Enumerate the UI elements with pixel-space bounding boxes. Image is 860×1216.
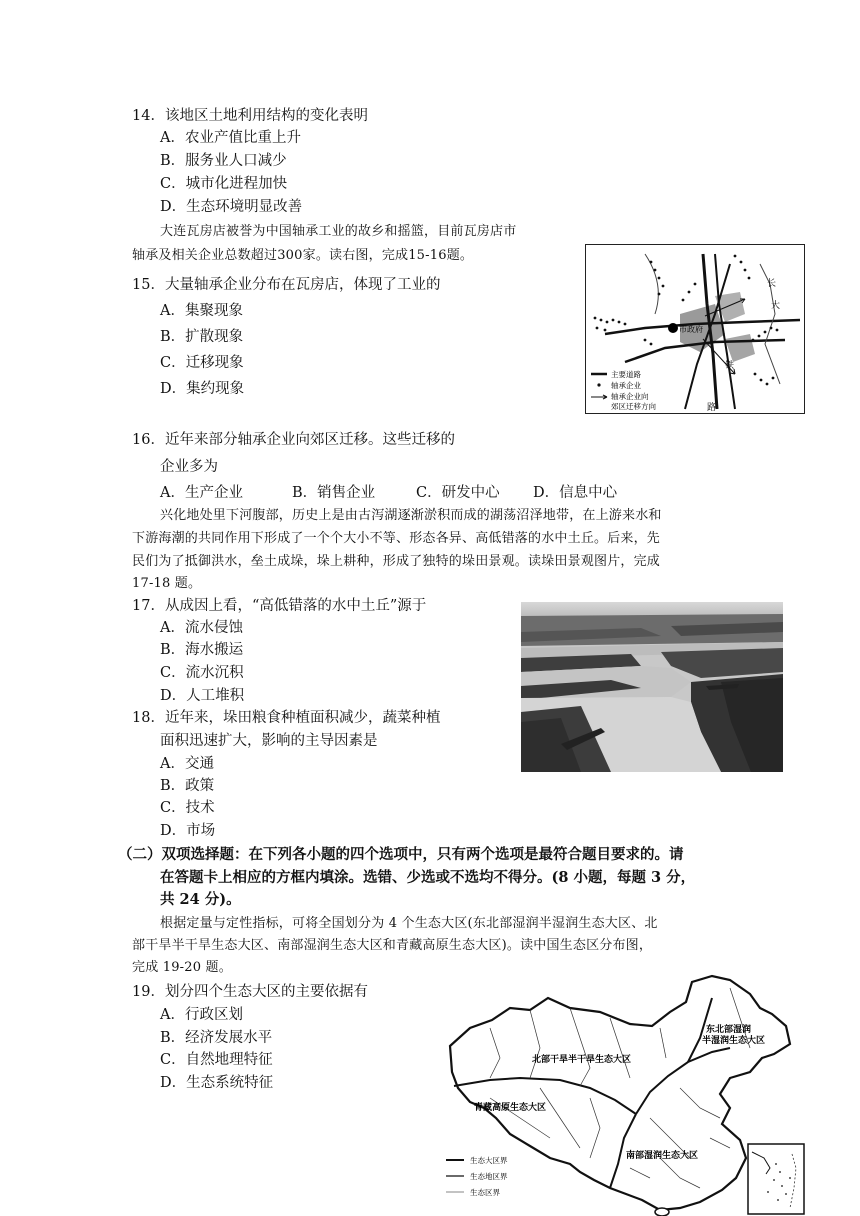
road-char-lu: 路: [707, 403, 717, 413]
q16-option-c: C．研发中心: [416, 485, 500, 501]
passage2-line1: 兴化地处里下河腹部，历史上是由古泻湖逐渐淤积而成的湖荡沼泽地带，在上游来水和: [160, 508, 662, 523]
q14-option-d: D．生态环境明显改善: [160, 199, 303, 215]
passage2-line2: 下游海潮的共同作用下形成了一个个大小不等、形态各异、高低错落的水中土丘。后来，先: [132, 531, 661, 546]
q19-option-b: B．经济发展水平: [160, 1030, 273, 1046]
region-north-arid: 北部干旱半干旱生态大区: [532, 1055, 632, 1065]
q18-option-d: D．市场: [160, 823, 216, 839]
q17-option-d: D．人工堆积: [160, 688, 245, 704]
q17-stem: 17．从成因上看，“高低错落的水中土丘”源于: [132, 598, 427, 614]
region-south-humid: 南部湿润生态大区: [626, 1151, 699, 1161]
china-eco-map: [430, 968, 820, 1216]
legend-main-road: 主要道路: [611, 370, 641, 379]
q19-stem: 19．划分四个生态大区的主要依据有: [132, 984, 368, 1000]
section2-line2: 在答题卡上相应的方框内填涂。选错、少选或不选均不得分。(8 小题，每题 3 分，: [160, 869, 696, 886]
legend-migration-1: 轴承企业向: [611, 392, 649, 401]
passage3-line3: 完成 19-20 题。: [132, 960, 232, 975]
city-hall-label: 市政府: [679, 325, 703, 334]
q15-option-c: C．迁移现象: [160, 355, 244, 371]
q16-stem-line2: 企业多为: [160, 459, 218, 475]
q18-option-b: B．政策: [160, 778, 215, 794]
q14-option-a: A．农业产值比重上升: [160, 130, 301, 146]
passage1-line1: 大连瓦房店被誉为中国轴承工业的故乡和摇篮，目前瓦房店市: [160, 224, 517, 239]
q15-option-b: B．扩散现象: [160, 329, 244, 345]
q14-option-c: C．城市化进程加快: [160, 176, 288, 192]
q18-option-c: C．技术: [160, 800, 215, 816]
q17-option-b: B．海水搬运: [160, 642, 244, 658]
q18-stem-line2: 面积迅速扩大，影响的主导因素是: [160, 733, 378, 749]
section2-line1: （二）双项选择题：在下列各小题的四个选项中，只有两个选项是最符合题目要求的。请: [118, 846, 684, 863]
q16-option-d: D．信息中心: [533, 485, 618, 501]
q14-stem: 14．该地区土地利用结构的变化表明: [132, 108, 368, 124]
q19-option-d: D．生态系统特征: [160, 1075, 274, 1091]
q15-stem: 15．大量轴承企业分布在瓦房店，体现了工业的: [132, 277, 441, 293]
legend-migration-2: 郊区迁移方向: [611, 402, 656, 411]
duotian-photo: [521, 602, 783, 772]
wafangdian-map-svg: [585, 244, 805, 414]
q16-stem-line1: 16．近年来部分轴承企业向郊区迁移。这些迁移的: [132, 432, 455, 448]
wafangdian-map: [585, 244, 805, 414]
section2-line3: 共 24 分)。: [160, 891, 241, 908]
passage3-line1: 根据定量与定性指标，可将全国划分为 4 个生态大区(东北部湿润半湿润生态大区、北: [160, 916, 658, 931]
legend-eco-region: 生态大区界: [470, 1156, 508, 1165]
q18-stem-line1: 18．近年来，垛田粮食种植面积减少，蔬菜种植: [132, 710, 441, 726]
passage1-line2: 轴承及相关企业总数超过300家。读右图，完成15-16题。: [132, 248, 474, 263]
passage2-line3: 民们为了抵御洪水，垒土成垛，垛上耕种，形成了独特的垛田景观。读垛田景观图片，完成: [132, 554, 661, 569]
china-eco-map-svg: [430, 968, 820, 1216]
q19-option-c: C．自然地理特征: [160, 1052, 273, 1068]
region-northeast-line1: 东北部湿润: [706, 1025, 752, 1035]
road-char-da: 大: [771, 301, 781, 311]
duotian-photo-svg: [521, 602, 783, 772]
q18-option-a: A．交通: [160, 756, 214, 772]
q17-option-c: C．流水沉积: [160, 665, 244, 681]
region-northeast-line2: 半湿润生态大区: [702, 1036, 766, 1046]
legend-eco-zone: 生态区界: [470, 1188, 500, 1197]
q17-option-a: A．流水侵蚀: [160, 620, 243, 636]
passage2-line4: 17-18 题。: [132, 576, 202, 591]
q16-option-b: B．销售企业: [292, 485, 376, 501]
road-char-chang: 长: [767, 279, 777, 289]
q19-option-a: A．行政区划: [160, 1007, 243, 1023]
legend-bearing-enterprise: 轴承企业: [611, 381, 641, 390]
region-qinghai-tibet: 青藏高原生态大区: [474, 1103, 547, 1113]
q15-option-a: A．集聚现象: [160, 303, 243, 319]
q14-option-b: B．服务业人口减少: [160, 153, 287, 169]
q16-option-a: A．生产企业: [160, 485, 243, 501]
legend-eco-area: 生态地区界: [470, 1172, 508, 1181]
q15-option-d: D．集约现象: [160, 381, 245, 397]
passage3-line2: 部干旱半干旱生态大区、南部湿润生态大区和青藏高原生态大区)。读中国生态区分布图，: [132, 938, 653, 953]
road-char-tie: 铁: [725, 361, 735, 371]
